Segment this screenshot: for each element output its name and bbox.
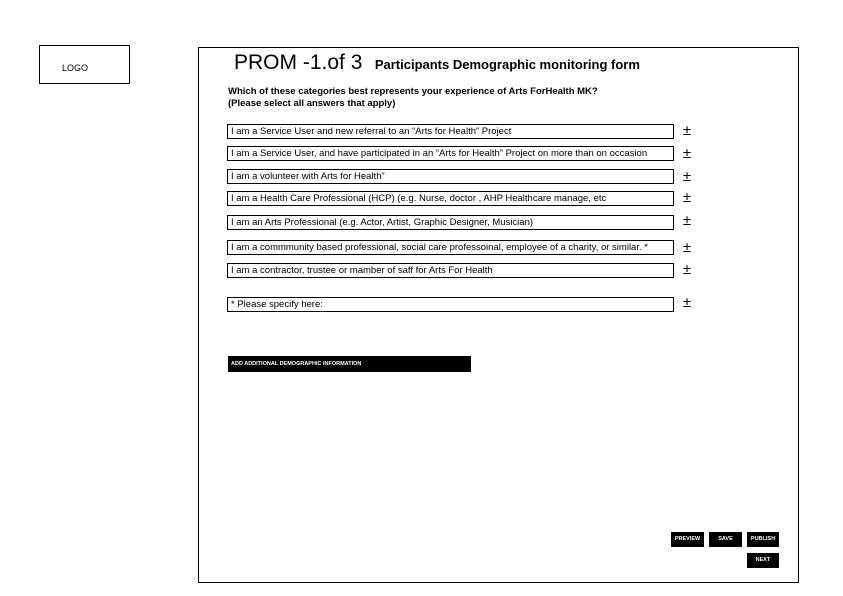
page-subtitle: Participants Demographic monitoring form [374, 57, 640, 72]
plus-minus-icon[interactable]: ± [682, 168, 692, 185]
add-demographic-button[interactable]: ADD ADDITIONAL DEMOGRAPHIC INFORMATION [228, 356, 471, 372]
option-contractor-trustee-staff[interactable]: I am a contractor, trustee or mamber of saff for Arts For Health [227, 263, 674, 278]
option-new-referral[interactable]: I am a Service User and new referral to an “Arts for Health” Project [227, 124, 674, 139]
save-button[interactable]: SAVE [709, 532, 742, 547]
plus-minus-icon[interactable]: ± [682, 189, 692, 206]
plus-minus-icon[interactable]: ± [682, 145, 692, 162]
next-button[interactable]: NEXT [747, 553, 779, 568]
plus-minus-icon[interactable]: ± [682, 122, 692, 139]
preview-button[interactable]: PREVIEW [671, 532, 704, 547]
option-arts-professional[interactable]: I am an Arts Professional (e.g. Actor, Artist, Graphic Designer, Musician) [227, 215, 674, 230]
option-volunteer[interactable]: I am a volunteer with Arts for Health” [227, 169, 674, 184]
plus-minus-icon[interactable]: ± [682, 212, 692, 229]
page-title: PROM -1.of 3 [234, 51, 363, 74]
publish-button[interactable]: PUBLISH [747, 532, 779, 547]
plus-minus-icon[interactable]: ± [682, 261, 692, 278]
question-text [228, 86, 598, 110]
page-header [234, 51, 640, 75]
logo: LOGO [39, 45, 130, 84]
plus-minus-icon[interactable]: ± [682, 239, 692, 256]
option-returning-service-user[interactable]: I am a Service User, and have participated in an “Arts for Health” Project on more than on occasion [227, 146, 674, 161]
option-community-professional[interactable]: I am a commmunity based professional, social care professoinal, employee of a charity, or similar. * [227, 240, 674, 255]
plus-minus-icon[interactable]: ± [682, 294, 692, 311]
question-line: Which of these categories best represents your experience of Arts ForHealth MK? [228, 86, 598, 97]
option-health-care-professional[interactable]: I am a Health Care Professional (HCP) (e.g. Nurse, doctor , AHP Healthcare manage, etc [227, 191, 674, 206]
question-instruction: (Please select all answers that apply) [228, 98, 396, 109]
specify-field[interactable]: * Please specify here: [227, 297, 674, 312]
